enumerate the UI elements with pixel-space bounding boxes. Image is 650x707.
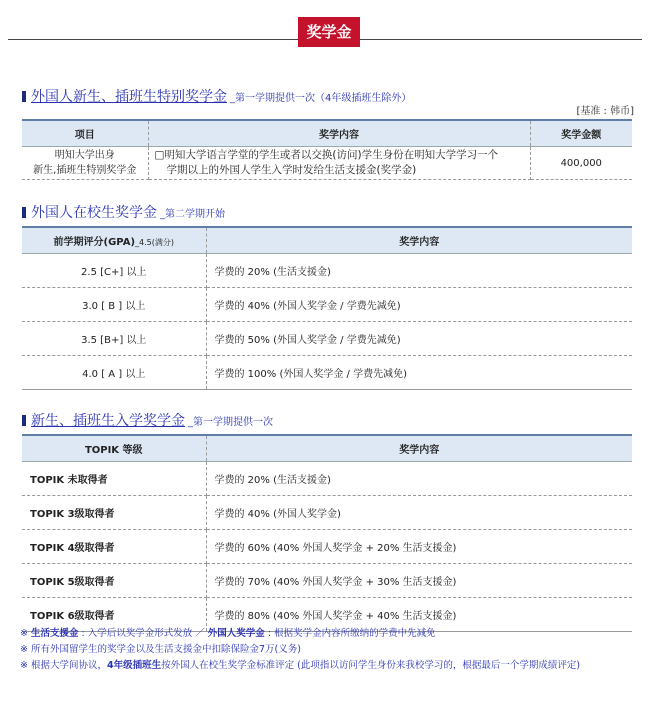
special-scholarship-table xyxy=(22,119,632,180)
table-row xyxy=(22,496,632,530)
header-topik: TOPIK 等级 xyxy=(22,435,206,462)
item-line2: 新生,插班生特别奖学金 xyxy=(33,165,137,176)
header-gpa xyxy=(22,227,206,254)
table-row xyxy=(22,288,632,322)
note1-term1: 生活支援金 xyxy=(30,628,79,639)
section1-heading xyxy=(22,86,411,106)
header-content: 奖学内容 xyxy=(206,435,632,462)
content-cell: 学费的 100% (外国人奖学金 / 学费先减免) xyxy=(206,356,632,390)
note-symbol: ※ xyxy=(20,660,28,671)
section3-title[interactable]: 新生、插班生入学奖学金 xyxy=(31,413,185,429)
currency-unit: [基准 : 韩币] xyxy=(576,106,634,117)
content-cell: 学费的 20% (生活支援金) xyxy=(206,462,632,496)
section-marker-icon xyxy=(22,207,26,218)
topik-scholarship-table xyxy=(22,434,632,632)
table-row xyxy=(22,322,632,356)
note3-text1: 根据大学间协议， xyxy=(30,660,107,671)
table-row xyxy=(22,147,632,180)
gpa-cell: 3.0 [ B ] 以上 xyxy=(22,288,206,322)
note-2 xyxy=(20,641,301,655)
note-1 xyxy=(20,625,436,639)
content-line2: 学期以上的外国人学生入学时发给生活支援金(奖学金) xyxy=(166,164,417,176)
item-cell xyxy=(22,147,148,180)
table-row xyxy=(22,356,632,390)
note1-term2: 外国人奖学金 xyxy=(207,628,265,639)
topik-cell: TOPIK 3级取得者 xyxy=(22,496,206,530)
gpa-cell: 2.5 [C+] 以上 xyxy=(22,254,206,288)
topik-cell: TOPIK 6级取得者 xyxy=(22,598,206,632)
header-item: 项目 xyxy=(22,120,148,147)
section1-title[interactable]: 外国人新生、插班生特别奖学金 xyxy=(31,89,227,105)
section3-subtitle: _第一学期提供一次 xyxy=(188,417,273,428)
section2-heading xyxy=(22,202,225,222)
content-line1: □明知大学语言学堂的学生或者以交换(访问)学生身份在明知大学学习一个 xyxy=(154,149,499,161)
page-title: 奖学金 xyxy=(298,17,360,47)
note1-text1: : 入学后以奖学金形式发放 ／ xyxy=(81,628,205,639)
content-cell: 学费的 80% (40% 外国人奖学金 + 40% 生活支援金) xyxy=(206,598,632,632)
topik-cell: TOPIK 4级取得者 xyxy=(22,530,206,564)
section-marker-icon xyxy=(22,91,26,102)
content-cell: 学费的 40% (外国人奖学金) xyxy=(206,496,632,530)
section-marker-icon xyxy=(22,415,26,426)
section2-title: 外国人在校生奖学金 xyxy=(31,205,157,221)
topik-cell: TOPIK 5级取得者 xyxy=(22,564,206,598)
gpa-cell: 4.0 [ A ] 以上 xyxy=(22,356,206,390)
note3-text2: 按外国人在校生奖学金标准评定 (此项指以访问学生身份来我校学习的，根据最后一个学期成绩评定) xyxy=(161,660,581,671)
header-content: 奖学内容 xyxy=(148,120,530,147)
note-symbol: ※ xyxy=(20,628,28,639)
note3-term: 4年级插班生 xyxy=(106,660,162,671)
header-amount: 奖学金额 xyxy=(530,120,632,147)
table-row xyxy=(22,254,632,288)
gpa-cell: 3.5 [B+] 以上 xyxy=(22,322,206,356)
note1-text2: : 根据奖学金内容所缴纳的学费中先减免 xyxy=(267,628,436,639)
section1-subtitle: _第一学期提供一次（4年级插班生除外） xyxy=(230,93,412,104)
gpa-scholarship-table xyxy=(22,226,632,390)
content-cell: 学费的 50% (外国人奖学金 / 学费先减免) xyxy=(206,322,632,356)
section2-subtitle: _第二学期开始 xyxy=(160,209,225,220)
content-cell: 学费的 60% (40% 外国人奖学金 + 20% 生活支援金) xyxy=(206,530,632,564)
note2-text: 所有外国留学生的奖学金以及生活支援金中扣除保险金7万(义务) xyxy=(30,644,301,655)
amount-cell: 400,000 xyxy=(530,147,632,180)
header-gpa-sub: _4.5(满分) xyxy=(135,238,174,247)
content-cell: 学费的 40% (外国人奖学金 / 学费先减免) xyxy=(206,288,632,322)
content-cell xyxy=(148,147,530,180)
header-content: 奖学内容 xyxy=(206,227,632,254)
topik-cell: TOPIK 未取得者 xyxy=(22,462,206,496)
content-cell: 学费的 20% (生活支援金) xyxy=(206,254,632,288)
note-symbol: ※ xyxy=(20,644,28,655)
note-3 xyxy=(20,657,580,671)
item-line1: 明知大学出身 xyxy=(54,150,115,161)
section3-heading xyxy=(22,410,273,430)
table-row xyxy=(22,462,632,496)
content-cell: 学费的 70% (40% 外国人奖学金 + 30% 生活支援金) xyxy=(206,564,632,598)
table-row xyxy=(22,564,632,598)
header-gpa-label: 前学期评分(GPA) xyxy=(53,237,136,248)
table-row xyxy=(22,530,632,564)
